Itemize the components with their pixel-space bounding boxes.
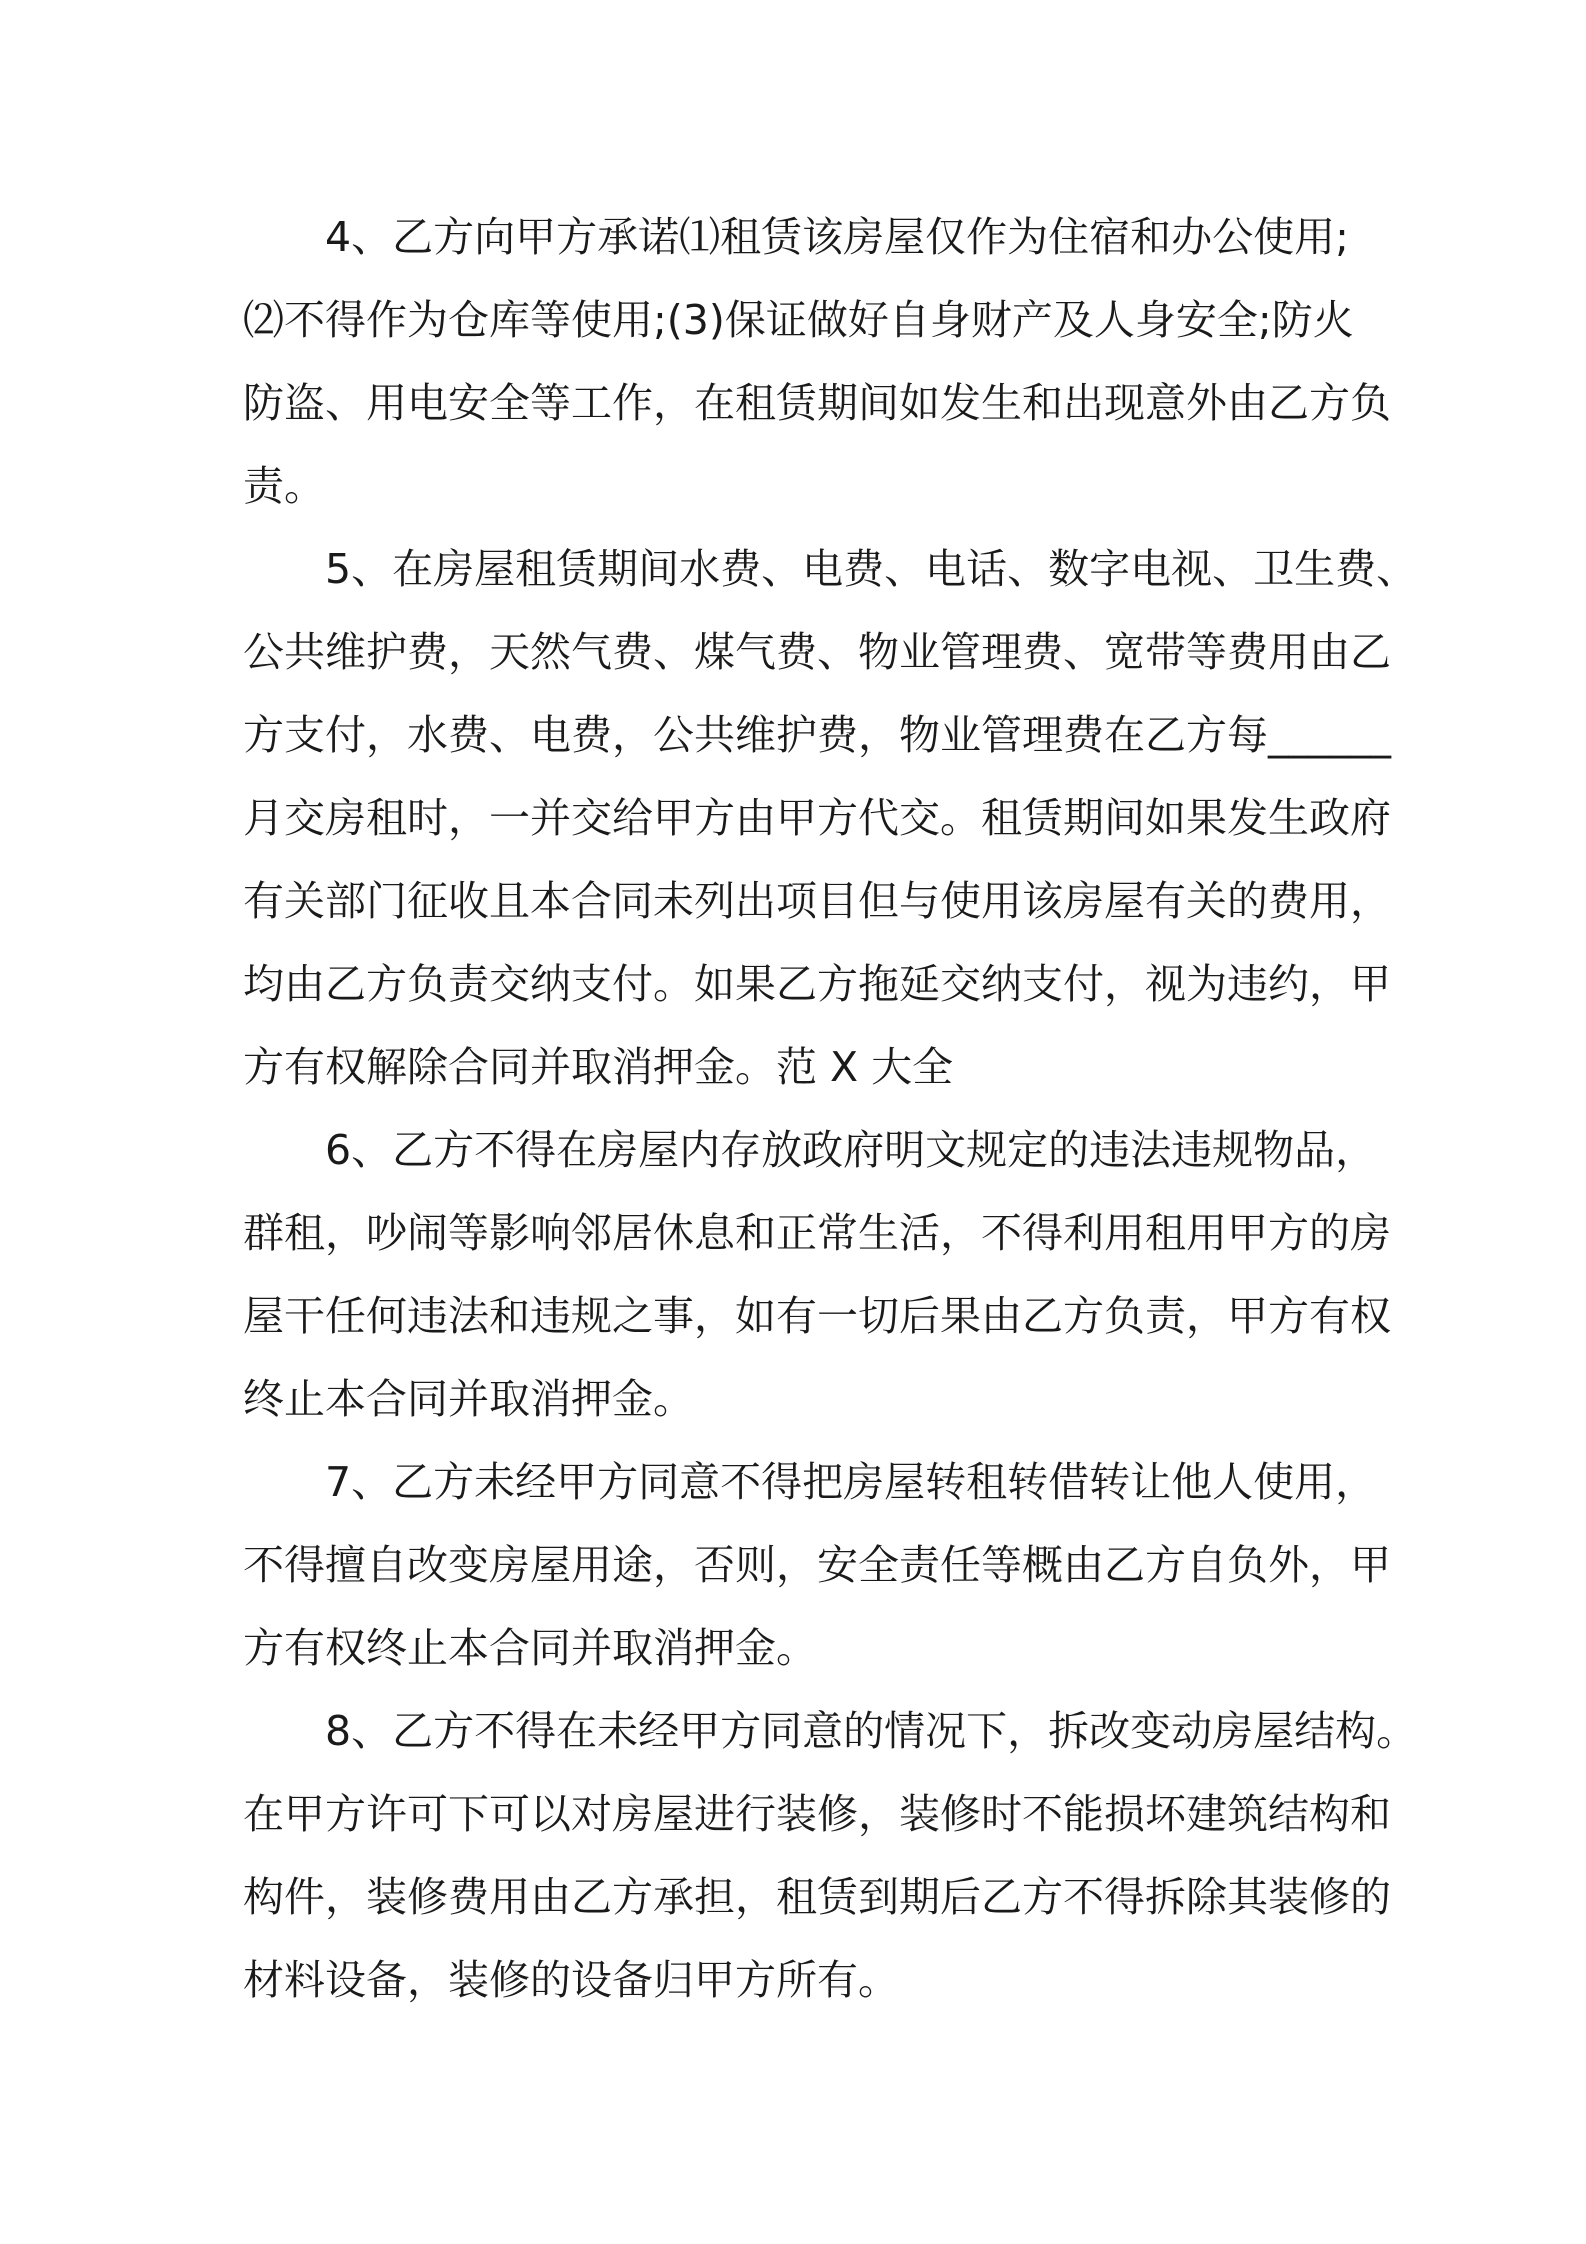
text-line: 有关部门征收且本合同未列出项目但与使用该房屋有关的费用， <box>243 877 1391 925</box>
text-line: 防盗、用电安全等工作，在租赁期间如发生和出现意外由乙方负 <box>243 379 1391 427</box>
clause-4 <box>243 196 1391 528</box>
clause-7 <box>243 1441 1391 1690</box>
clause-6 <box>243 1109 1391 1441</box>
text-line: 群租，吵闹等影响邻居休息和正常生活，不得利用租用甲方的房 <box>243 1209 1391 1257</box>
clause-8 <box>243 1690 1418 2022</box>
text-line: 月交房租时，一并交给甲方由甲方代交。租赁期间如果发生政府 <box>243 794 1391 842</box>
text-line: ⑵不得作为仓库等使用;(3)保证做好自身财产及人身安全;防火 <box>243 296 1354 344</box>
text-line: 方有权解除合同并取消押金。范 X 大全 <box>243 1043 954 1091</box>
contract-body <box>243 196 1418 2022</box>
text-line: 责。 <box>243 462 325 510</box>
text-line: 5、在房屋租赁期间水费、电费、电话、数字电视、卫生费、 <box>325 545 1418 593</box>
clause-5 <box>243 528 1418 1109</box>
text-line: 均由乙方负责交纳支付。如果乙方拖延交纳支付，视为违约，甲 <box>243 960 1391 1008</box>
text-line: 方有权终止本合同并取消押金。 <box>243 1624 817 1672</box>
text-line: 构件，装修费用由乙方承担，租赁到期后乙方不得拆除其装修的 <box>243 1873 1391 1921</box>
text-line: 屋干任何违法和违规之事，如有一切后果由乙方负责，甲方有权 <box>243 1292 1391 1340</box>
text-line: 在甲方许可下可以对房屋进行装修，装修时不能损坏建筑结构和 <box>243 1790 1391 1838</box>
text-line: 4、乙方向甲方承诺⑴租赁该房屋仅作为住宿和办公使用; <box>325 213 1349 261</box>
text-line: 8、乙方不得在未经甲方同意的情况下，拆改变动房屋结构。 <box>325 1707 1418 1755</box>
text-line: 6、乙方不得在房屋内存放政府明文规定的违法违规物品， <box>325 1126 1377 1174</box>
text-line: 7、乙方未经甲方同意不得把房屋转租转借转让他人使用， <box>325 1458 1377 1506</box>
text-line: 终止本合同并取消押金。 <box>243 1375 694 1423</box>
text-line: 不得擅自改变房屋用途，否则，安全责任等概由乙方自负外，甲 <box>243 1541 1391 1589</box>
text-line: 材料设备，装修的设备归甲方所有。 <box>243 1956 899 2004</box>
text-line: 方支付，水费、电费，公共维护费，物业管理费在乙方每______ <box>243 711 1391 759</box>
text-line: 公共维护费，天然气费、煤气费、物业管理费、宽带等费用由乙 <box>243 628 1391 676</box>
